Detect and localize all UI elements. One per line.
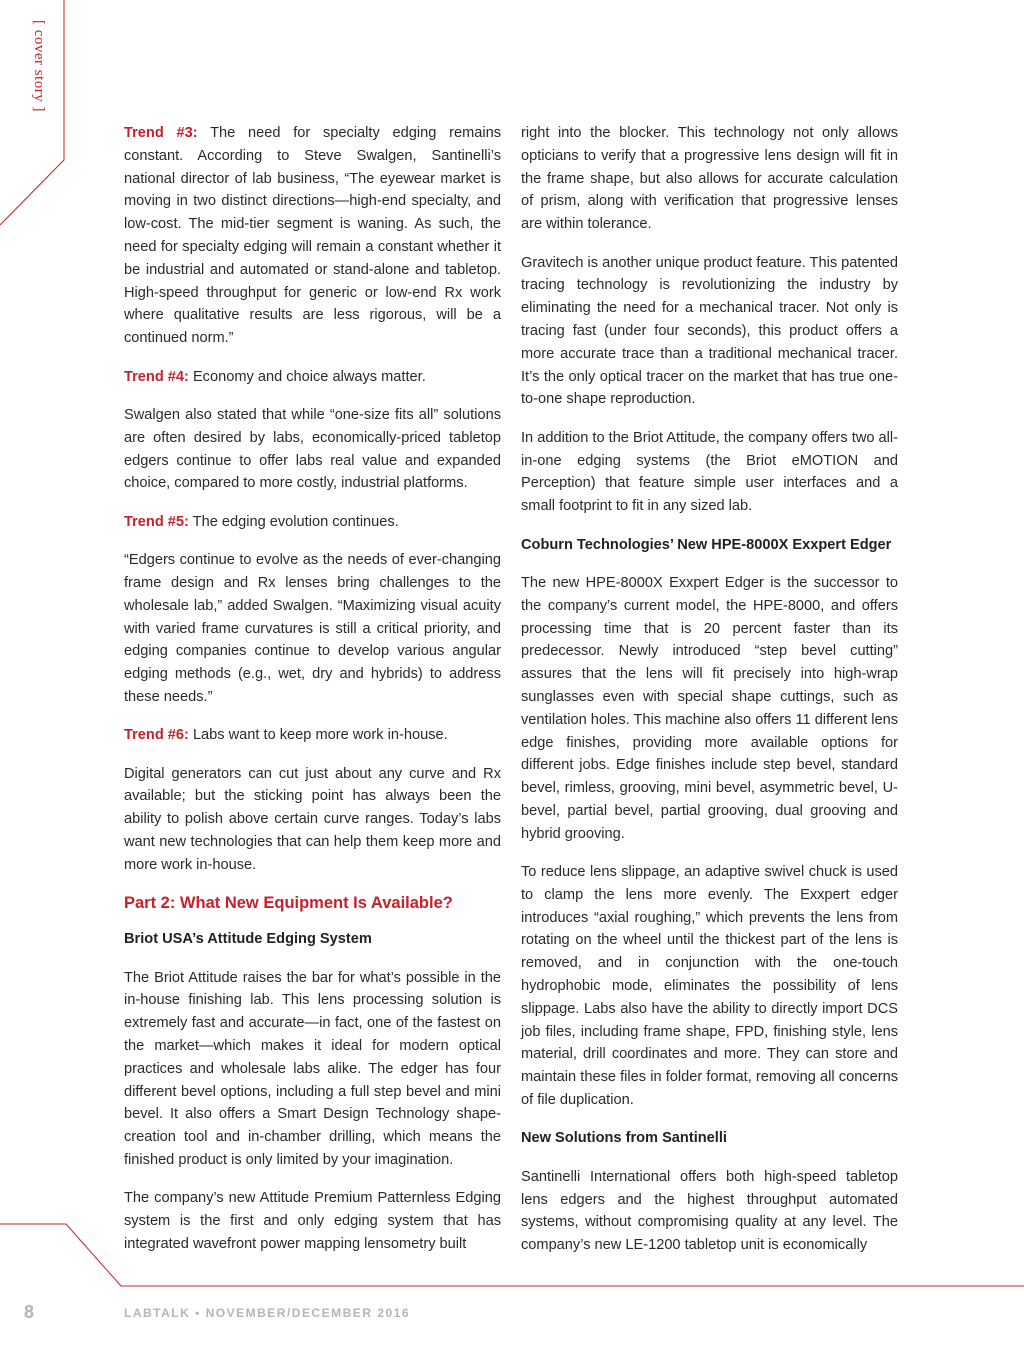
edgers-quote-paragraph: “Edgers continue to evolve as the needs of ever-changing frame design and Rx lenses bring challenges to the wholesale lab,” added Swalgen. “Maximizing visual acuity with varied frame curvatures is still a critical priority, and edging companies continue to develop various angular edging methods (e.g., wet, dry and hybrids) to address these needs.”: [124, 552, 501, 705]
trend-3-paragraph: [124, 122, 501, 350]
trend-4-label: Trend #4:: [124, 368, 189, 385]
slippage-paragraph: To reduce lens slippage, an adaptive swivel chuck is used to clamp the lens more evenly. The Exxpert edger introduces “axial roughing,” which prevents the lens from rotating on the wheel until the thickest part of the lens is removed, and in conjunction with the one-touch hydrophobic mode, eliminates the possibility of lens slippage. Labs also have the ability to directly import DCS job files, including frame shape, FPD, finishing style, lens material, drill coordinates and more. They can store and maintain these files in folder format, removing all concerns of file duplication.: [521, 864, 898, 1109]
briot-paragraph: The Briot Attitude raises the bar for what’s possible in the in-house finishing lab. This lens processing solution is extremely fast and accurate—in fact, one of the fastest on the market—which makes it ideal for modern optical practices and wholesale labs alike. The edger has four different bevel options, including a full step bevel and mini bevel. It also offers a Smart Design Technology shape-creation tool and in-chamber drilling, which means the finished product is only limited by your imagination.: [124, 969, 501, 1169]
page-number: 8: [24, 1302, 35, 1322]
trend-5-label: Trend #5:: [124, 513, 189, 530]
briot-addition-paragraph: In addition to the Briot Attitude, the company offers two all-in-one edging systems (the Briot eMOTION and Perception) that feature simple user interfaces and a small footprint to fit in any sized lab.: [521, 429, 898, 515]
trend-4-text: Economy and choice always matter.: [188, 368, 426, 385]
publication-footer: LABTALK • NOVEMBER/DECEMBER 2016: [124, 1306, 411, 1320]
blocker-paragraph: right into the blocker. This technology not only allows opticians to verify that a progressive lens design will fit in the frame shape, but also allows for accurate calculation of prism, along with verification that progressive lenses are within tolerance.: [521, 125, 898, 233]
gravitech-paragraph: Gravitech is another unique product feature. This patented tracing technology is revolutionizing the industry by eliminating the need for a mechanical tracer. Not only is tracing fast (under four seconds), this product offers a more accurate trace than a traditional mechanical tracer. It’s the only optical tracer on the market that has true one-to-one shape reproduction.: [521, 254, 898, 408]
section-tag: [ cover story ]: [31, 20, 47, 113]
trend-3-text: The need for specialty edging remains constant. According to Steve Swalgen, Santinelli’s national director of lab business, “The eyewear market is moving in two distinct directions—high-end specialty, and low-cost. The mid-tier segment is waning. As such, the need for specialty edging will remain a constant whether it be industrial and automated or stand-alone and tabletop. High-speed throughput for generic or low-end Rx work where qualitative results are less rigorous, will be a continued norm.”: [124, 125, 502, 347]
trend-5-text: The edging evolution continues.: [188, 513, 399, 530]
trend-5-paragraph: [124, 511, 501, 534]
trend-3-label: Trend #3:: [124, 125, 198, 141]
coburn-heading: Coburn Technologies’ New HPE-8000X Exxpert Edger: [521, 536, 892, 553]
trend-6-text: Labs want to keep more work in-house.: [188, 727, 448, 744]
right-column: [521, 122, 898, 1273]
left-column: [124, 122, 501, 1271]
trend-4-paragraph: [124, 366, 501, 389]
hpe-paragraph: The new HPE-8000X Exxpert Edger is the successor to the company’s current model, the HPE-8000, and offers processing time that is 20 percent faster than its predecessor. Newly introduced “step bevel cutting” assures that the lens will fit precisely into high-wrap sunglasses even with special shape cuttings, such as ventilation holes. This machine also offers 11 different lens edge finishes, providing more available options for different jobs. Edge finishes include step bevel, standard bevel, rimless, grooving, mini bevel, asymmetric bevel, U-bevel, partial bevel, partial grooving, dual grooving and hybrid grooving.: [521, 574, 898, 842]
trend-6-paragraph: [124, 724, 501, 747]
swalgen-paragraph: Swalgen also stated that while “one-size fits all” solutions are often desired by labs, economically-priced tabletop edgers continue to offer labs real value and expanded choice, compared to more costly, industrial platforms.: [124, 406, 501, 492]
briot-heading: Briot USA’s Attitude Edging System: [124, 931, 372, 948]
part-2-heading: Part 2: What New Equipment Is Available?: [124, 894, 453, 913]
santinelli-heading: New Solutions from Santinelli: [521, 1130, 727, 1147]
attitude-premium-paragraph: The company’s new Attitude Premium Patternless Edging system is the first and only edging system that has integrated wavefront power mapping lensometry built: [124, 1190, 501, 1253]
digital-generators-paragraph: Digital generators can cut just about any curve and Rx available; but the sticking point has always been the ability to polish above certain curve ranges. Today’s labs want new technologies that can help them keep more and more work in-house.: [124, 765, 501, 873]
santinelli-paragraph: Santinelli International offers both high-speed tabletop lens edgers and the highest throughput automated systems, without compromising quality at any level. The company’s new LE-1200 tabletop unit is economically: [521, 1168, 898, 1254]
trend-6-label: Trend #6:: [124, 727, 189, 744]
